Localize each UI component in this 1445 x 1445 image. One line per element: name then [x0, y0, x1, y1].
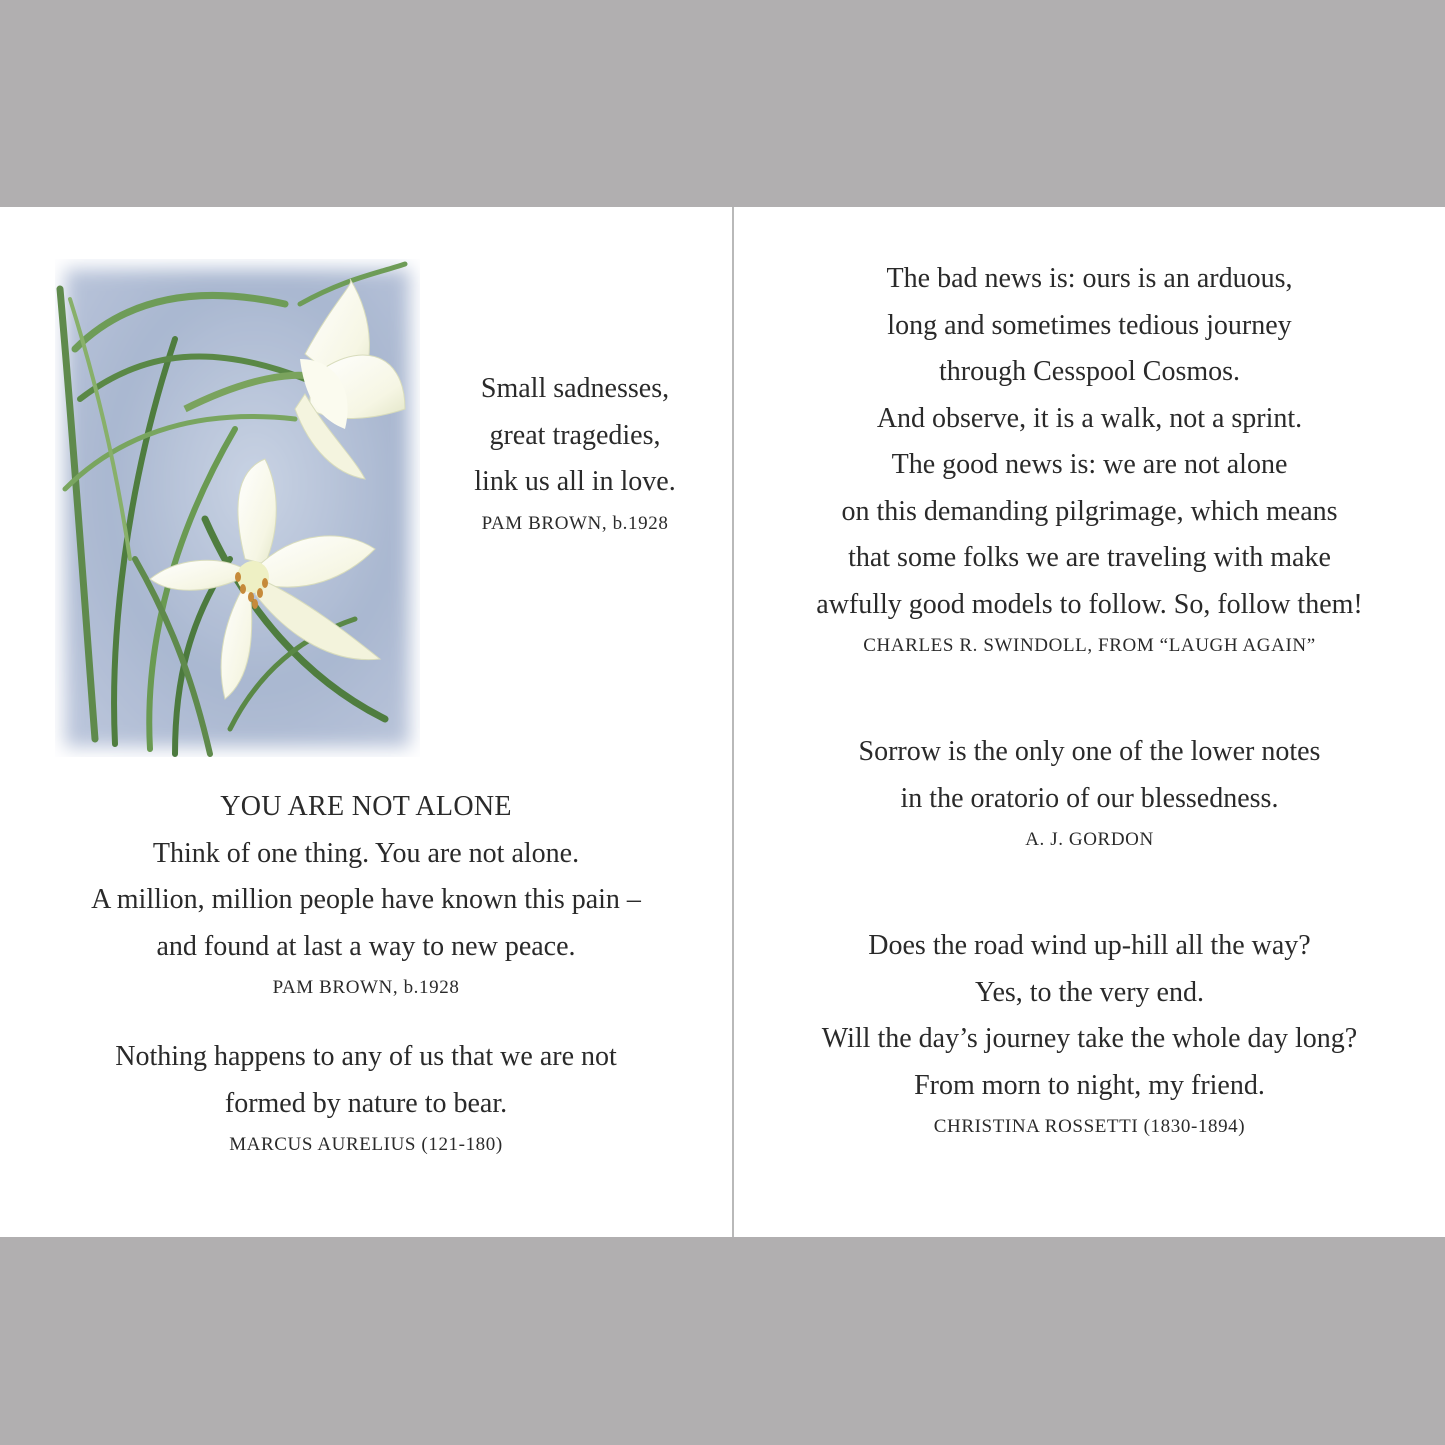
quote-line: Yes, to the very end. [975, 976, 1204, 1008]
quote-line: Small sadnesses, [480, 373, 670, 404]
quote-line: on this demanding pilgrimage, which means [841, 495, 1338, 527]
quote-line: great tragedies, [489, 419, 661, 451]
quote-line: Does the road wind up-hill all the way? [868, 930, 1311, 961]
quote-line: The bad news is: ours is an arduous, [886, 263, 1293, 294]
quote-line: Will the day’s journey take the whole day long? [821, 1023, 1358, 1054]
quote-swindoll [734, 256, 1445, 658]
quote-line: From morn to night, my friend. [914, 1069, 1265, 1101]
quote-line: awfully good models to follow. So, follow them! [816, 588, 1363, 620]
quote-line: link us all in love. [474, 466, 676, 497]
quote-line: and found at last a way to new peace. [156, 930, 576, 962]
quote-small-sadnesses [420, 366, 730, 536]
quote-line: formed by nature to bear. [224, 1087, 508, 1119]
quote-marcus-aurelius [0, 1034, 732, 1157]
left-page [0, 207, 732, 1237]
quote-attribution: PAM BROWN, b.1928 [481, 512, 669, 534]
lily-illustration [55, 259, 420, 757]
quote-heading: YOU ARE NOT ALONE [220, 791, 512, 822]
quote-line: long and sometimes tedious journey [887, 309, 1292, 341]
quote-gordon [734, 729, 1445, 852]
quote-line: And observe, it is a walk, not a sprint. [876, 402, 1303, 434]
quote-attribution: MARCUS AURELIUS (121-180) [229, 1134, 503, 1155]
quote-you-are-not-alone [0, 784, 732, 1000]
book-spread [0, 207, 1445, 1237]
quote-line: Nothing happens to any of us that we are not [115, 1041, 617, 1072]
right-page [734, 207, 1445, 1237]
quote-line: Think of one thing. You are not alone. [152, 837, 580, 869]
quote-attribution: CHARLES R. SWINDOLL, FROM “LAUGH AGAIN” [863, 635, 1316, 656]
quote-attribution: CHRISTINA ROSSETTI (1830-1894) [933, 1116, 1246, 1137]
quote-line: Sorrow is the only one of the lower notes [858, 736, 1321, 767]
quote-line: The good news is: we are not alone [891, 449, 1288, 480]
quote-line: in the oratorio of our blessedness. [900, 782, 1279, 814]
quote-rossetti [734, 923, 1445, 1139]
quote-line: A million, million people have known this pain – [91, 884, 641, 915]
quote-line: that some folks we are traveling with make [848, 542, 1331, 573]
quote-attribution: PAM BROWN, b.1928 [272, 977, 460, 998]
quote-line: through Cesspool Cosmos. [938, 356, 1241, 387]
quote-attribution: A. J. GORDON [1025, 829, 1154, 850]
